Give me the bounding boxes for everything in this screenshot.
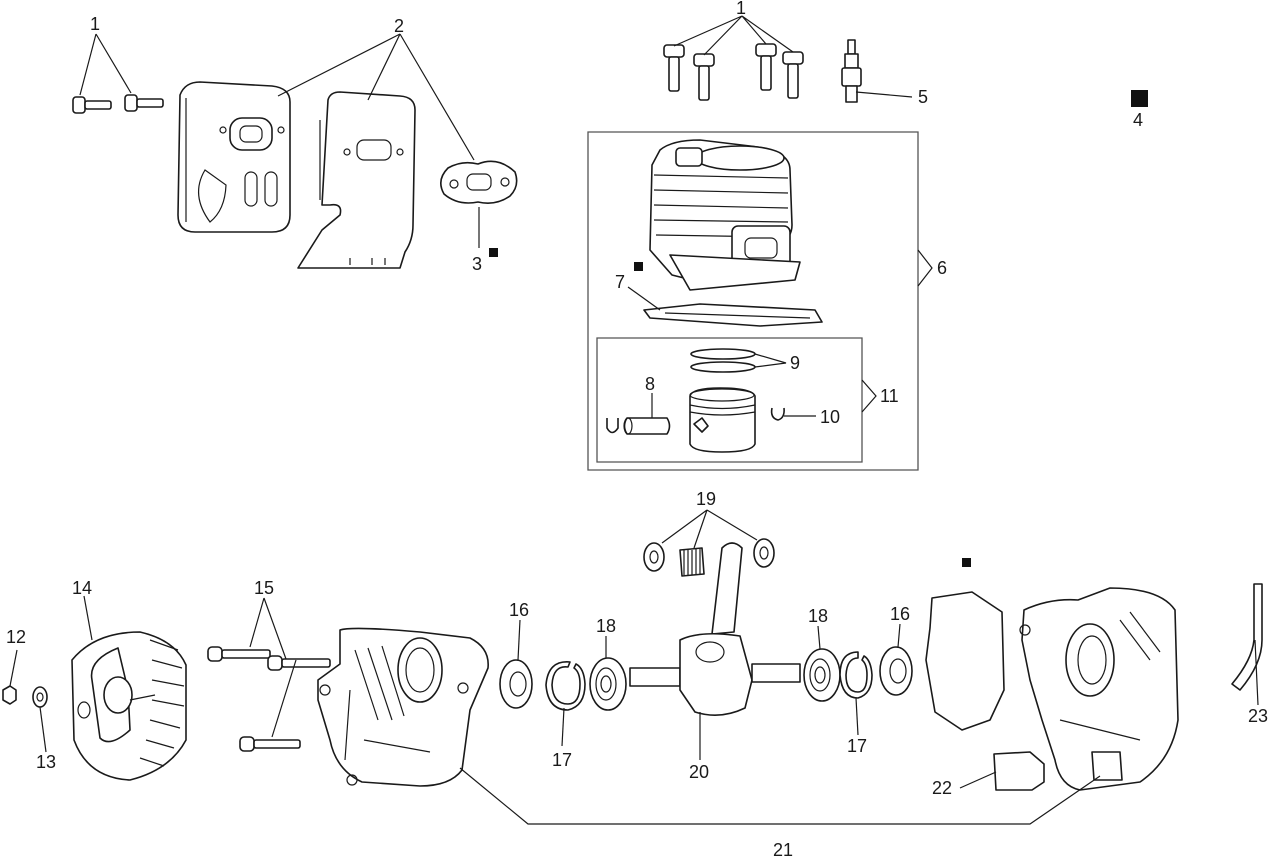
leader-9: [755, 354, 786, 367]
oil-seal-left: [500, 660, 532, 708]
leader-17-left: [562, 708, 564, 746]
callout-1-left: 1: [90, 14, 101, 34]
crankcase-screws: [208, 647, 330, 751]
callout-10: 10: [820, 407, 841, 427]
callout-3: 3: [472, 254, 483, 274]
callout-2: 2: [394, 16, 405, 36]
piston-pin: [624, 418, 670, 434]
piston: [690, 388, 755, 452]
callout-9: 9: [790, 353, 801, 373]
cylinder-kit-brace: [918, 250, 932, 286]
muffler: [178, 82, 290, 232]
heat-shield: [298, 92, 415, 268]
callout-17-right: 17: [847, 736, 868, 756]
callout-12: 12: [6, 627, 27, 647]
bearing-left: [590, 658, 626, 710]
leader-12: [10, 650, 17, 686]
bearing-right: [804, 649, 840, 701]
leader-17-right: [856, 698, 858, 735]
flywheel-nut: [3, 686, 16, 704]
callout-21: 21: [773, 840, 794, 859]
leader-18-right: [818, 626, 820, 649]
callout-19: 19: [696, 489, 717, 509]
crankcase-left: [318, 628, 488, 786]
callout-6: 6: [937, 258, 948, 278]
muffler-screw-left: [73, 95, 163, 113]
cylinder-screws: [664, 44, 803, 100]
callout-8: 8: [645, 374, 656, 394]
oil-seal-right: [880, 647, 912, 695]
callout-5: 5: [918, 87, 929, 107]
crankcase-right: [1020, 588, 1178, 790]
circlip-left: [607, 418, 618, 433]
needle-bearing-set: [644, 539, 774, 576]
impulse-hose: [1232, 584, 1262, 690]
callout-7: 7: [615, 272, 626, 292]
callout-18-right: 18: [808, 606, 829, 626]
callout-18-left: 18: [596, 616, 617, 636]
piston-rings: [691, 349, 755, 372]
callout-16-left: 16: [509, 600, 530, 620]
callout-15: 15: [254, 578, 275, 598]
leader-16-left: [518, 620, 520, 660]
leader-5: [856, 92, 912, 97]
leader-14: [84, 596, 92, 640]
leader-7: [628, 287, 660, 310]
marker-gasket-7: [634, 262, 643, 271]
circlip-17-left: [546, 662, 585, 710]
callout-16-right: 16: [890, 604, 911, 624]
leader-19: [662, 510, 757, 548]
callout-11: 11: [880, 386, 899, 406]
piston-kit-brace: [862, 380, 876, 412]
callout-23: 23: [1248, 706, 1269, 726]
leader-1-left: [80, 34, 131, 95]
base-gasket: [644, 304, 822, 326]
callout-4: 4: [1133, 110, 1144, 130]
callout-20: 20: [689, 762, 710, 782]
leader-13: [40, 707, 46, 752]
leader-16-right: [898, 624, 900, 647]
cylinder: [650, 140, 800, 290]
marker-crankcase-gasket: [962, 558, 971, 567]
circlip-17-right: [840, 652, 872, 698]
callout-13: 13: [36, 752, 57, 772]
marker-part-4: [1131, 90, 1148, 107]
flywheel-washer: [33, 687, 47, 707]
flywheel: [72, 632, 186, 780]
leader-22: [960, 772, 996, 788]
rubber-boot: [994, 752, 1044, 790]
circlip-right: [772, 408, 785, 420]
callout-17-left: 17: [552, 750, 573, 770]
callout-1-top: 1: [736, 0, 747, 18]
callout-22: 22: [932, 778, 953, 798]
muffler-gasket: [441, 161, 517, 203]
crankcase-gasket: [926, 592, 1004, 730]
marker-gasket-3: [489, 248, 498, 257]
callout-14: 14: [72, 578, 93, 598]
